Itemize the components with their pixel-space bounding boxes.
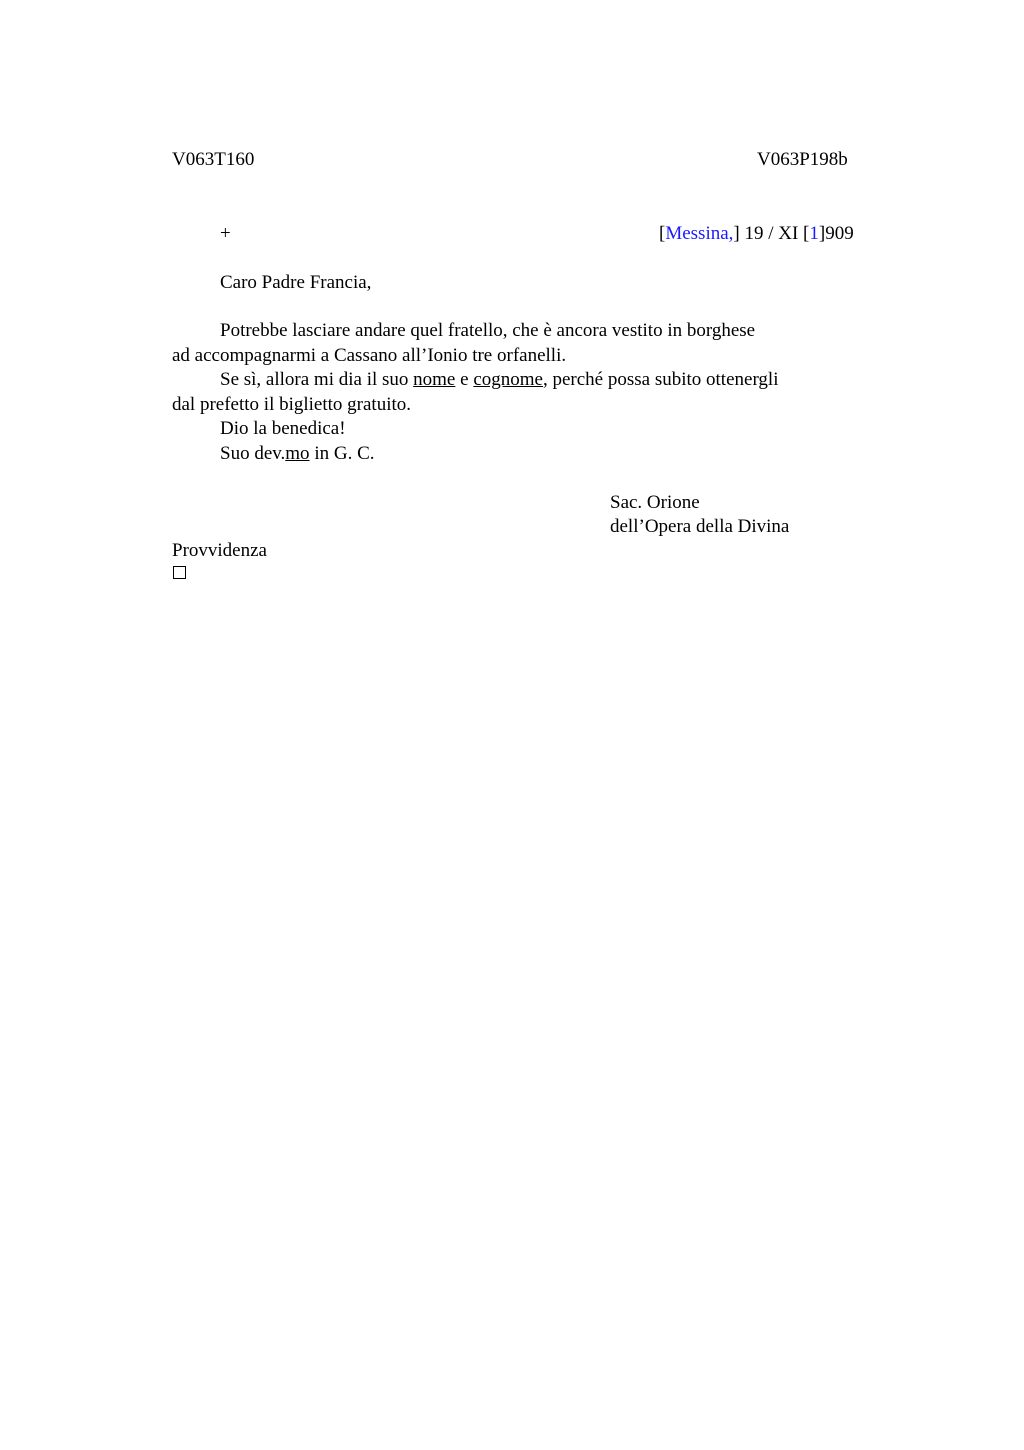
paragraph-1-line-2: ad accompagnarmi a Cassano all’Ionio tre orfanelli.: [172, 345, 567, 366]
dateline-date: 19 / XI [: [739, 223, 810, 244]
document-code-right: V063P198b: [757, 149, 848, 170]
signature-line-2: dell’Opera della Divina: [610, 516, 790, 537]
closing-text-end: in G. C.: [309, 443, 375, 464]
paragraph-2-conjunction: e: [455, 369, 474, 390]
document-code-left: V063T160: [172, 149, 255, 170]
closing-text: Suo dev.: [220, 443, 286, 464]
closing: [220, 444, 375, 463]
dateline: [659, 224, 854, 243]
paragraph-2-line-1: [220, 370, 778, 389]
paragraph-1-line-1: Potrebbe lasciare andare quel fratello, che è ancora vestito in borghese: [220, 320, 756, 341]
underlined-cognome: cognome: [473, 369, 543, 390]
salutation: Caro Padre Francia,: [220, 272, 372, 293]
paragraph-2-text: Se sì, allora mi dia il suo: [220, 369, 414, 390]
blessing: Dio la benedica!: [220, 418, 346, 439]
paragraph-2-text-end: , perché possa subito ottenergli: [542, 369, 779, 390]
dateline-bracket-close: ]: [733, 223, 740, 244]
dateline-century-digit: 1: [809, 223, 819, 244]
signature-line-1: Sac. Orione: [610, 492, 700, 513]
dateline-bracket-open: [: [659, 223, 666, 244]
dateline-year: ]909: [818, 223, 854, 244]
closing-superscript-mo: mo: [285, 443, 310, 464]
underlined-nome: nome: [413, 369, 456, 390]
cross-symbol: +: [220, 223, 231, 244]
empty-square-icon: [173, 566, 186, 579]
dateline-place: Messina,: [665, 223, 734, 244]
paragraph-2-line-2: dal prefetto il biglietto gratuito.: [172, 394, 412, 415]
signature-line-3: Provvidenza: [172, 540, 267, 561]
